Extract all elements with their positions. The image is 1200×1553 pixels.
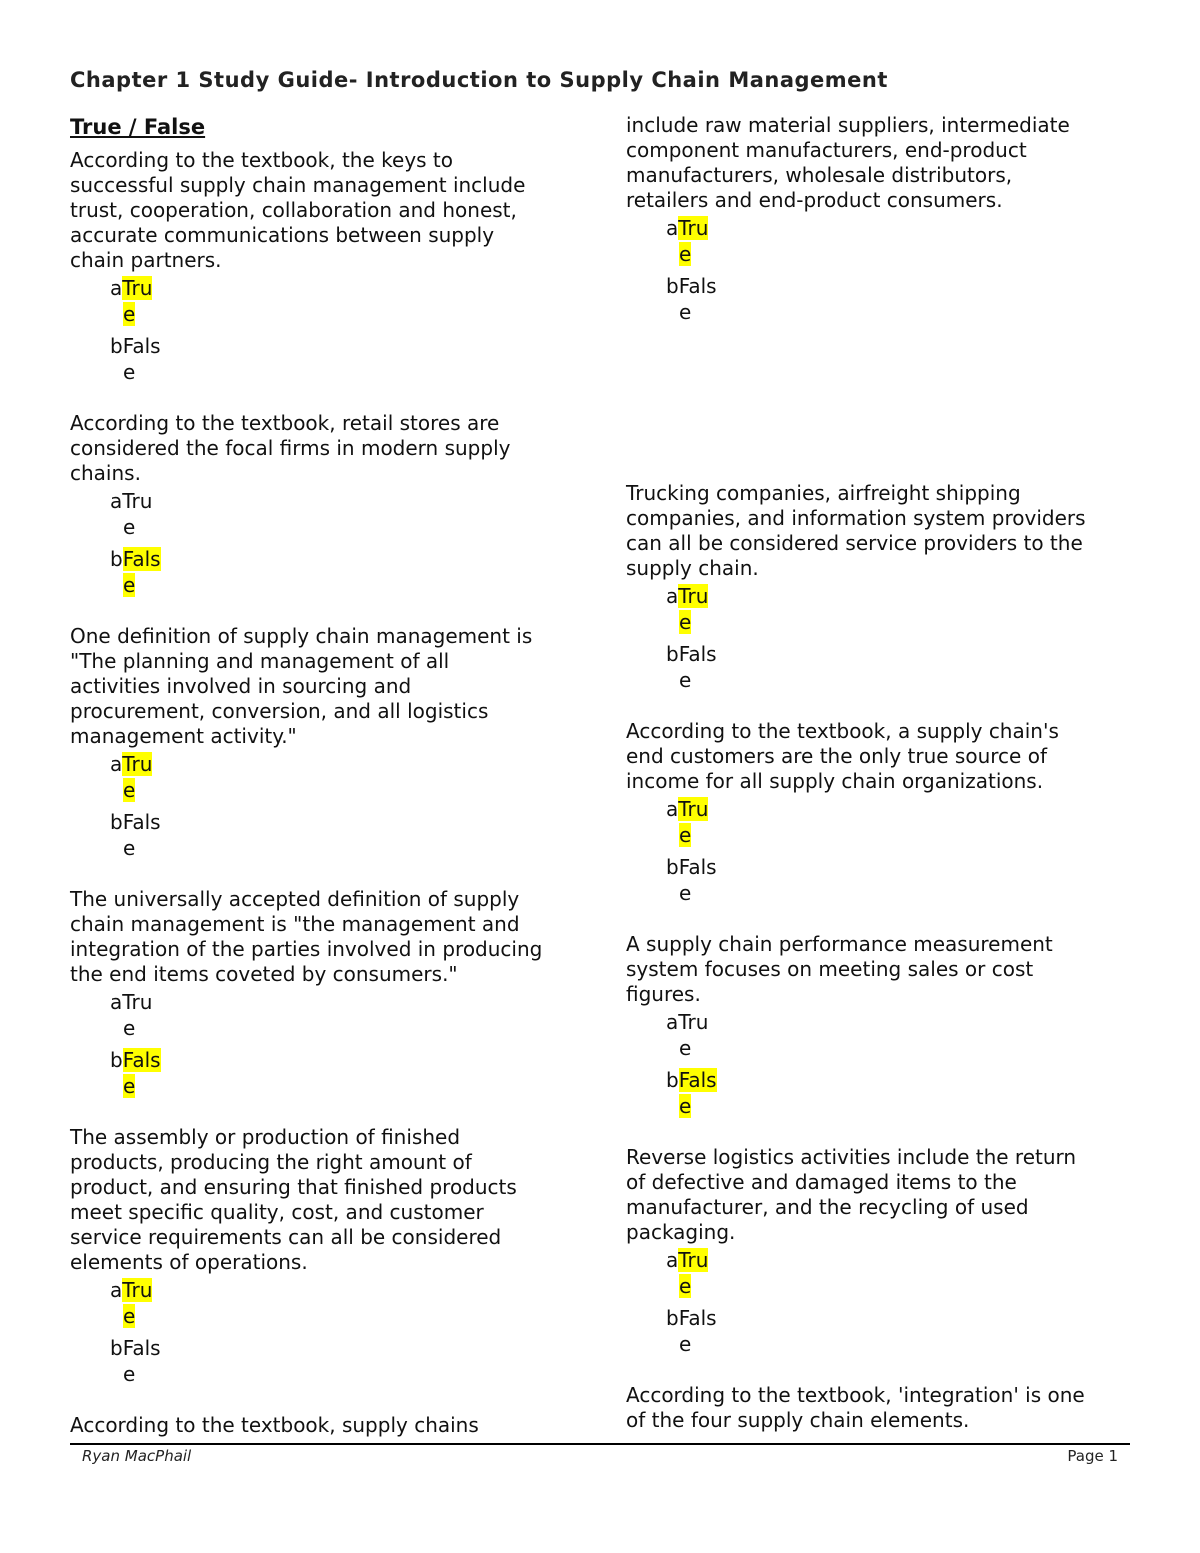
option-word-end: e	[123, 1304, 136, 1328]
option-false	[666, 1305, 726, 1357]
question-text-continued: According to the textbook, supply chains	[70, 1413, 479, 1437]
question-text: Trucking companies, airfreight shipping companies, and information system providers can all be considered service providers to the supply chain.	[626, 481, 1086, 580]
option-word: Fals	[122, 1336, 161, 1360]
option-true	[666, 796, 726, 848]
option-word: Tru	[122, 752, 153, 776]
option-letter: a	[666, 797, 679, 821]
option-word: Fals	[122, 334, 161, 358]
option-word: Fals	[678, 1068, 717, 1092]
question-text: The assembly or production of finished products, producing the right amount of product, and ensuring that finished products meet specific quality, cost, and customer service requirements can all be considered elements of operations.	[70, 1125, 517, 1274]
option-word-end: e	[679, 881, 692, 905]
option-false	[110, 1335, 170, 1387]
option-false	[666, 641, 726, 693]
option-word: Fals	[678, 855, 717, 879]
option-letter: b	[110, 1048, 123, 1072]
footer-page-number: Page 1	[1067, 1447, 1118, 1465]
question	[70, 624, 590, 861]
option-word-end: e	[123, 1074, 136, 1098]
option-true	[110, 275, 170, 327]
option-true	[666, 583, 726, 635]
option-true	[110, 989, 170, 1041]
option-letter: b	[110, 334, 123, 358]
option-word-end: e	[123, 836, 136, 860]
page-title: Chapter 1 Study Guide- Introduction to Supply Chain Management	[70, 68, 888, 92]
option-word-end: e	[123, 573, 136, 597]
option-letter: b	[666, 1068, 679, 1092]
question	[70, 887, 590, 1099]
option-word-end: e	[679, 242, 692, 266]
option-true	[666, 1009, 726, 1061]
option-word: Fals	[678, 642, 717, 666]
option-false	[666, 273, 726, 325]
section-heading: True / False	[70, 115, 206, 139]
option-word-end: e	[679, 668, 692, 692]
option-true	[666, 215, 726, 267]
question	[626, 1145, 1136, 1357]
option-word-end: e	[123, 302, 136, 326]
question	[70, 148, 590, 385]
option-word-end: e	[679, 1094, 692, 1118]
option-letter: a	[666, 584, 679, 608]
option-letter: a	[110, 1278, 123, 1302]
option-word: Fals	[122, 810, 161, 834]
option-true	[110, 1277, 170, 1329]
question-text: A supply chain performance measurement system focuses on meeting sales or cost figures.	[626, 932, 1053, 1006]
answer-options	[110, 989, 590, 1099]
option-letter: b	[666, 642, 679, 666]
question	[70, 1125, 590, 1387]
option-letter: a	[666, 216, 679, 240]
question-text: According to the textbook, the keys to successful supply chain management include trust, cooperation, collaboration and honest, accurate communications between supply chain partners.	[70, 148, 526, 272]
option-word-end: e	[679, 1332, 692, 1356]
option-false	[666, 1067, 726, 1119]
option-word: Tru	[678, 1010, 709, 1034]
left-column	[70, 113, 590, 1438]
answer-options	[110, 275, 590, 385]
option-letter: b	[110, 547, 123, 571]
option-word: Tru	[122, 276, 153, 300]
option-false	[110, 546, 170, 598]
answer-options	[110, 488, 590, 598]
option-word-end: e	[123, 778, 136, 802]
option-letter: a	[666, 1010, 679, 1034]
option-false	[110, 1047, 170, 1099]
option-letter: b	[666, 1306, 679, 1330]
question	[626, 113, 1136, 325]
option-word: Fals	[122, 547, 161, 571]
answer-options	[666, 583, 1136, 693]
option-word: Fals	[678, 274, 717, 298]
option-word-end: e	[679, 1036, 692, 1060]
option-letter: b	[666, 855, 679, 879]
option-word: Tru	[122, 990, 153, 1014]
question	[626, 719, 1136, 906]
option-word: Tru	[122, 489, 153, 513]
question	[626, 481, 1136, 693]
option-letter: a	[666, 1248, 679, 1272]
option-letter: b	[666, 274, 679, 298]
option-letter: a	[110, 752, 123, 776]
question-text: include raw material suppliers, intermediate component manufacturers, end-product manufacturers, wholesale distributors, retailers and end-product consumers.	[626, 113, 1070, 212]
question-text: According to the textbook, retail stores are considered the focal firms in modern supply chains.	[70, 411, 511, 485]
answer-options	[110, 751, 590, 861]
option-word: Tru	[678, 1248, 709, 1272]
option-word-end: e	[123, 360, 136, 384]
question-text: One definition of supply chain management is "The planning and management of all activities involved in sourcing and procurement, conversion, and all logistics management activity."	[70, 624, 533, 748]
option-true	[666, 1247, 726, 1299]
option-letter: b	[110, 810, 123, 834]
option-word: Tru	[678, 797, 709, 821]
question-text: According to the textbook, a supply chain's end customers are the only true source of income for all supply chain organizations.	[626, 719, 1059, 793]
answer-options	[666, 1247, 1136, 1357]
option-word: Fals	[122, 1048, 161, 1072]
answer-options	[110, 1277, 590, 1387]
option-word: Fals	[678, 1306, 717, 1330]
option-true	[110, 751, 170, 803]
option-word-end: e	[123, 515, 136, 539]
option-false	[110, 809, 170, 861]
option-word-end: e	[679, 823, 692, 847]
footer-author: Ryan MacPhail	[82, 1447, 192, 1465]
question	[70, 411, 590, 598]
question-text: The universally accepted definition of supply chain management is "the management and integration of the parties involved in producing the end items coveted by consumers."	[70, 887, 543, 986]
answer-options	[666, 1009, 1136, 1119]
answer-options	[666, 215, 1136, 325]
option-word: Tru	[122, 1278, 153, 1302]
option-letter: b	[110, 1336, 123, 1360]
answer-options	[666, 796, 1136, 906]
option-word-end: e	[679, 610, 692, 634]
option-letter: a	[110, 276, 123, 300]
question-text-continued: According to the textbook, 'integration' is one of the four supply chain elements.	[626, 1383, 1085, 1432]
option-word-end: e	[123, 1016, 136, 1040]
option-word-end: e	[679, 300, 692, 324]
option-letter: a	[110, 990, 123, 1014]
option-false	[666, 854, 726, 906]
option-letter: a	[110, 489, 123, 513]
right-column	[626, 113, 1136, 1433]
option-false	[110, 333, 170, 385]
option-word: Tru	[678, 584, 709, 608]
option-word-end: e	[123, 1362, 136, 1386]
question	[626, 932, 1136, 1119]
option-true	[110, 488, 170, 540]
option-word-end: e	[679, 1274, 692, 1298]
footer-divider	[70, 1443, 1130, 1445]
question-text: Reverse logistics activities include the return of defective and damaged items to the manufacturer, and the recycling of used packaging.	[626, 1145, 1077, 1244]
option-word: Tru	[678, 216, 709, 240]
